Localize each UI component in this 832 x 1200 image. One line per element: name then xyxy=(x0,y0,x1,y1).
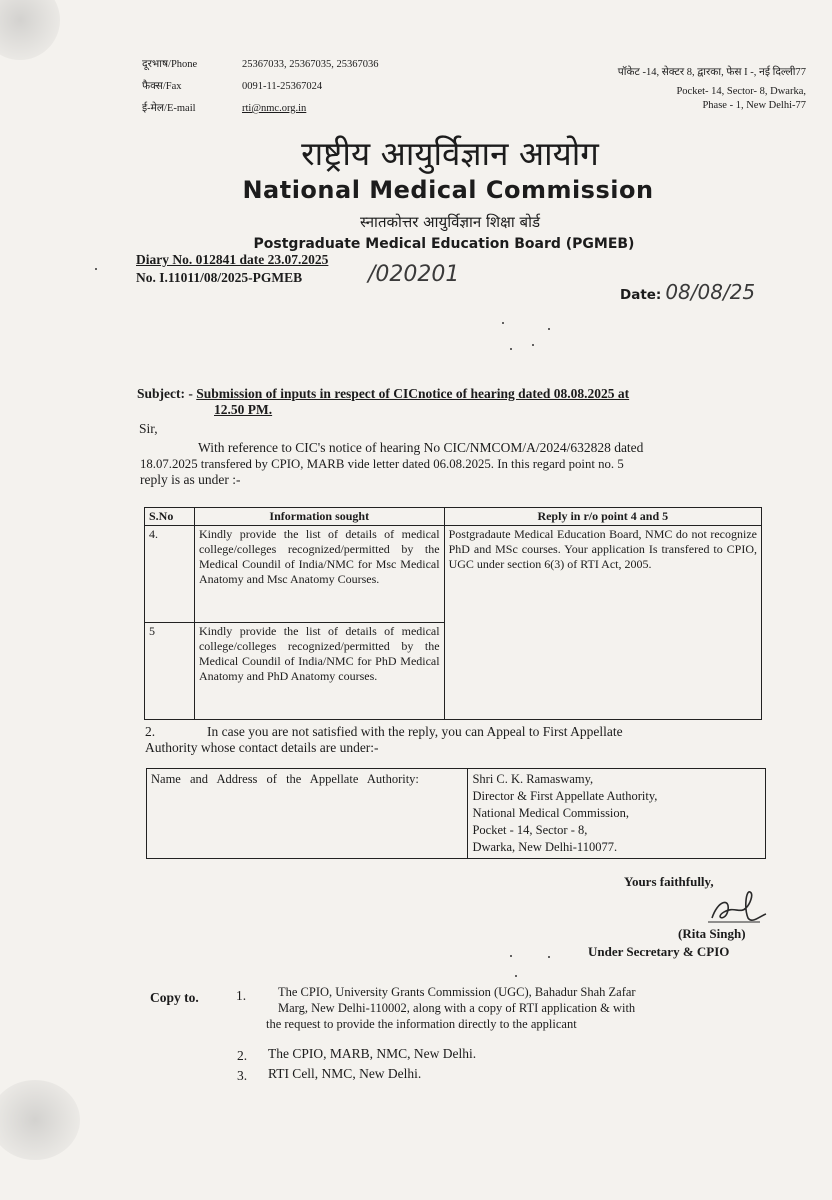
reply-cell: Postgradaute Medical Education Board, NMC do not recognize PhD and MSc courses. Your application Is transfered to CPIO, UGC under section 6(3) of RTI Act, 2005. xyxy=(444,526,761,720)
email-label: ई-मेल/E-mail xyxy=(142,103,196,114)
subject-block xyxy=(137,386,777,418)
appellate-details xyxy=(468,769,766,859)
scan-smudge xyxy=(0,1080,80,1160)
copy-to-label: Copy to. xyxy=(150,990,199,1005)
row-information: Kindly provide the list of details of medical college/colleges recognized/permitted by the Medical Coundil of India/NMC for PhD Medical Anatomy and PhD Anatomy courses. xyxy=(194,623,444,720)
header-information-sought: Information sought xyxy=(194,508,444,526)
fax-label: फैक्स/Fax xyxy=(142,81,182,92)
handwritten-number: /020201 xyxy=(368,262,460,287)
appellate-line: Dwarka, New Delhi-110077. xyxy=(472,840,618,854)
date-label: Date: xyxy=(620,287,662,303)
scan-smudge xyxy=(0,0,60,60)
appellate-line: Pocket - 14, Sector - 8, xyxy=(472,823,588,837)
diary-number: Diary No. 012841 date 23.07.2025 xyxy=(136,252,329,267)
address-hindi: पॉकेट -14, सेक्टर 8, द्वारका, फेस I -, नई दिल्ली77 xyxy=(617,67,806,78)
contact-block xyxy=(142,58,432,124)
header-sno: S.No xyxy=(145,508,195,526)
copy-to-item-1-number: 1. xyxy=(236,988,247,1003)
paragraph-1-line2: 18.07.2025 transfered by CPIO, MARB vide letter dated 06.08.2025. In this regard point no. 5 xyxy=(140,457,624,471)
appellate-line: Shri C. K. Ramaswamy, xyxy=(472,772,594,786)
copy-to-item-2-number: 2. xyxy=(237,1048,248,1063)
subject-label: Subject: - xyxy=(137,386,193,401)
subject-line1: Submission of inputs in respect of CICnotice of hearing dated 08.08.2025 at xyxy=(196,386,630,401)
address-line2: Phase - 1, New Delhi-77 xyxy=(702,100,806,111)
row-information: Kindly provide the list of details of medical college/colleges recognized/permitted by the Medical Coundil of India/NMC for Msc Medical Anatomy and Msc Anatomy Courses. xyxy=(194,526,444,623)
copy-to-item-1-line: The CPIO, University Grants Commission (UGC), Bahadur Shah Zafar xyxy=(278,985,636,999)
address-block xyxy=(618,66,806,113)
phone-label: दूरभाष/Phone xyxy=(142,59,198,70)
date-block xyxy=(620,280,755,304)
table-row xyxy=(145,526,762,623)
org-english-name: National Medical Commission xyxy=(242,176,654,204)
signature-icon xyxy=(700,888,770,928)
salutation: Sir, xyxy=(139,421,158,436)
appellate-label: Name and Address of the Appellate Authority: xyxy=(147,769,468,859)
paragraph-2-line1: In case you are not satisfied with the reply, you can Appeal to First Appellate xyxy=(207,724,623,739)
row-sno: 5 xyxy=(145,623,195,720)
appellate-table xyxy=(146,768,766,859)
copy-to-item-3: RTI Cell, NMC, New Delhi. xyxy=(268,1066,422,1081)
board-english-name: Postgraduate Medical Education Board (PGMEB) xyxy=(253,236,635,252)
phone-value: 25367033, 25367035, 25367036 xyxy=(242,59,379,70)
copy-to-item-1-line: Marg, New Delhi-110002, along with a copy of RTI application & with xyxy=(278,1001,636,1015)
paragraph-2 xyxy=(145,724,765,756)
paragraph-2-number: 2. xyxy=(145,724,156,739)
signatory-name: (Rita Singh) xyxy=(678,926,746,941)
copy-to-item-1-line: the request to provide the information directly to the applicant xyxy=(266,1017,577,1031)
closing: Yours faithfully, xyxy=(624,874,714,889)
org-hindi-name: राष्ट्रीय आयुर्विज्ञान आयोग xyxy=(301,134,599,173)
subject-line2: 12.50 PM. xyxy=(214,402,273,417)
information-table xyxy=(144,507,762,720)
address-line1: Pocket- 14, Sector- 8, Dwarka, xyxy=(676,86,806,97)
paragraph-2-line2: Authority whose contact details are under:- xyxy=(145,740,379,755)
appellate-line: National Medical Commission, xyxy=(472,806,630,820)
date-value: 08/08/25 xyxy=(665,280,756,304)
paragraph-1-line1: With reference to CIC's notice of hearing No CIC/NMCOM/A/2024/632828 dated xyxy=(198,440,644,455)
fax-value: 0091-11-25367024 xyxy=(242,81,323,92)
file-number: No. I.11011/08/2025-PGMEB xyxy=(136,270,303,285)
email-value: rti@nmc.org.in xyxy=(242,103,307,114)
appellate-row xyxy=(147,769,766,859)
board-hindi-name: स्नातकोत्तर आयुर्विज्ञान शिक्षा बोर्ड xyxy=(360,213,540,231)
row-sno: 4. xyxy=(145,526,195,623)
header-reply: Reply in r/o point 4 and 5 xyxy=(444,508,761,526)
paragraph-1 xyxy=(140,440,770,488)
paragraph-1-line3: reply is as under :- xyxy=(140,472,241,487)
copy-to-item-3-number: 3. xyxy=(237,1068,248,1083)
signatory-designation: Under Secretary & CPIO xyxy=(588,944,730,959)
table-header-row xyxy=(145,508,762,526)
appellate-line: Director & First Appellate Authority, xyxy=(472,789,658,803)
copy-to-item-2: The CPIO, MARB, NMC, New Delhi. xyxy=(268,1046,477,1061)
copy-to-item-1 xyxy=(266,984,636,1032)
